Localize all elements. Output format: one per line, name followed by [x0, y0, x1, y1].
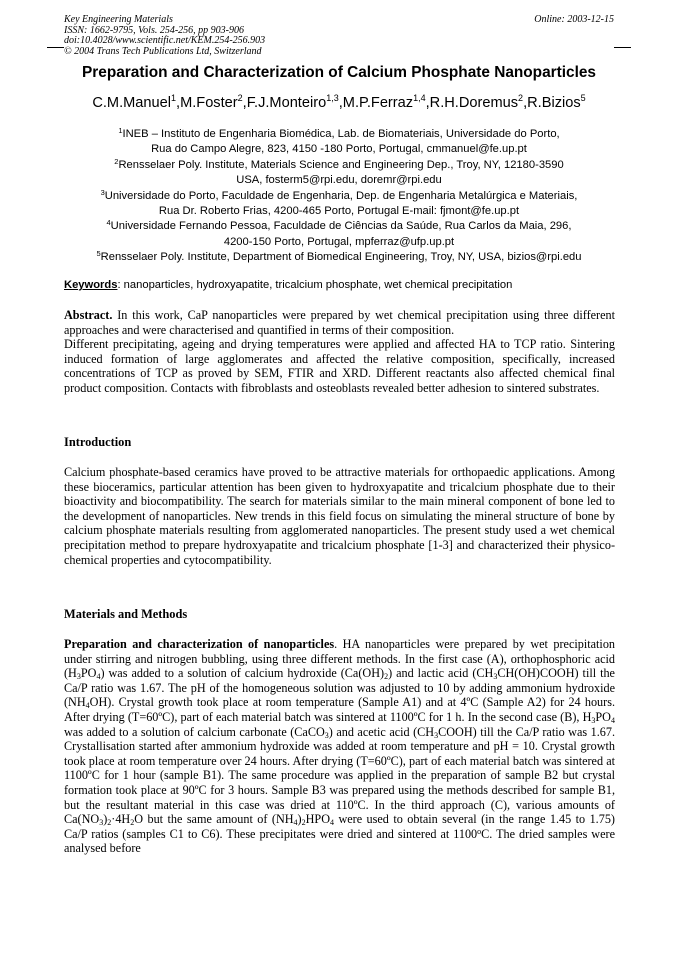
affiliation: $^1$INEB – Instituto de Engenharia Biomédica, Lab. de Biomateriais, Universidade do Porto, Rua do Campo Alegre, 823, 4150 -180 Porto, Portugal, cmmanuel@fe.up.pt — [118, 126, 560, 156]
affiliation-list — [56, 127, 622, 266]
affiliation: $^5$Rensselaer Poly. Institute, Department of Biomedical Engineering, Troy, NY, USA, bizios@rpi.edu — [96, 249, 582, 264]
author-affil-mark: 1,4 — [413, 93, 426, 103]
keywords: Keywords: nanoparticles, hydroxyapatite, tricalcium phosphate, wet chemical precipitation — [64, 279, 513, 291]
author-affil-mark: 1 — [170, 93, 176, 103]
copyright-line: © 2004 Trans Tech Publications Ltd, Switzerland — [64, 45, 262, 57]
issn-line: ISSN: 1662-9795, Vols. 254-256, pp 903-906 — [64, 24, 244, 36]
introduction-heading: Introduction — [64, 435, 132, 449]
author-name: C.M.Manuel — [92, 95, 171, 111]
author-affil-mark: 2 — [518, 93, 524, 103]
online-date: Online: 2003-12-15 — [534, 14, 614, 25]
author-name: R.H.Doremus — [429, 95, 519, 111]
affiliation: $^4$Universidade Fernando Pessoa, Faculdade de Ciências da Saúde, Rua Carlos da Maia, 296, 4200-150 Porto, Portugal, mpferraz@ufp.up.pt — [106, 218, 572, 248]
author-name: R.Bizios — [527, 95, 581, 111]
author-affil-mark: 1,3 — [326, 93, 339, 103]
header-rule-left — [47, 47, 64, 48]
keywords-text: nanoparticles, hydroxyapatite, tricalcium phosphate, wet chemical precipitation — [120, 279, 513, 291]
keywords-label: Keywords — [64, 279, 118, 291]
author-name: F.J.Monteiro — [246, 95, 327, 111]
author-name: M.Foster — [180, 95, 238, 111]
doi-line[interactable]: doi:10.4028/www.scientific.net/KEM.254-256.903 — [64, 35, 266, 47]
author-affil-mark: 2 — [237, 93, 243, 103]
paper-title: Preparation and Characterization of Calcium Phosphate Nanoparticles — [82, 64, 596, 81]
journal-name: Key Engineering Materials — [64, 14, 173, 25]
header-rule-right — [614, 47, 631, 48]
author-name: M.P.Ferraz — [342, 95, 414, 111]
author-affil-mark: 5 — [580, 93, 586, 103]
journal-header — [64, 15, 265, 57]
methods-subheading: Preparation and characterization of nanoparticles — [64, 637, 335, 651]
abstract-label: Abstract. — [64, 308, 113, 322]
methods-heading: Materials and Methods — [64, 607, 188, 621]
introduction-text: Calcium phosphate-based ceramics have proved to be attractive materials for orthopaedic applications. Among these bioceramics, particular attention has been given to hydroxyapatite and tricalcium phosphate due to their bioactivity and biocompatibility. The search for materials similar to the main mineral component of bone led to the development of nanoparticles. New trends in this field focus on simulating the mineral structure of bone by calcium phosphate materials resulting from agglomerated nanoparticles. The present study used a wet chemical precipitation method to prepare hydroxyapatite and tricalcium phosphate [1-3] and characterized their physico-chemical properties and cytocompatibility. — [64, 465, 615, 567]
abstract-p1: Abstract. In this work, CaP nanoparticles were prepared by wet chemical precipitation using three different approaches and were characterised and quantified in terms of their composition. — [64, 308, 615, 337]
methods-paragraph: Preparation and characterization of nanoparticles. HA nanoparticles were prepared by wet precipitation under stirring and nitrogen bubbling, using three different methods. In the first case (A), orthophosphoric acid $(H_3PO_4)$ was added to a solution of calcium hydroxide $(Ca(OH)_2)$ and lactic acid $(CH_3CH(OH)COOH)$ till the Ca/P ratio was 1.67. The pH of the homogeneous solution was adjusted to 10 by adding ammonium hydroxide $(NH_4OH)$. Crystal growth took place at room temperature (Sample A1) and at 4ºC (Sample A2) for 24 hours. After drying (T=60ºC), part of each material batch was sintered at 1100ºC for 1 h. In the second case (B), $H_3PO_4$ was added to a solution of calcium carbonate (CaCO$_3$) and acetic acid $(CH_3COOH)$ till the Ca/P ratio was 1.67. Crystallisation started after ammonium hydroxide was added at room temperature and pH = 10. Crystal growth took place at room temperature over 24 hours. After drying (T=60ºC), part of each material batch was sintered at 1100ºC for 1 hour (sample B1). The same procedure was applied in the preparation of sample B2 but crystal formation took place at 90ºC for 3 hours. Sample B3 was prepared using the methods described for sample B1, but the resultant material in this case was dried at 110ºC. In the third approach (C), various amounts of $Ca(NO_3)_2\cdot 4H_2O$ but the same amount of $(NH_4)_2HPO_4$ were used to obtain several (in the range 1.45 to 1.75) Ca/P ratios (samples C1 to C6). These precipitates were dried and sintered at 1100$^o$C. The dried samples were analysed before — [64, 637, 616, 856]
affiliation: $^2$Rensselaer Poly. Institute, Materials Science and Engineering Dep., Troy, NY, 12180-3590 USA, fosterm5@rpi.edu, doremr@rpi.edu — [114, 156, 564, 187]
author-list: C.M.Manuel$^1$,M.Foster$^2$,F.J.Monteiro$^{1,3}$,M.P.Ferraz$^{1,4}$,R.H.Doremus$^2$,R.Bizios$^5$ — [92, 93, 586, 111]
abstract — [64, 308, 615, 396]
affiliation: $^3$Universidade do Porto, Faculdade de Engenharia, Dep. de Engenharia Metalúrgica e Materiais, Rua Dr. Roberto Frias, 4200-465 Porto, Portugal E-mail: fjmont@fe.up.pt — [100, 187, 578, 218]
abstract-p2: Different precipitating, ageing and drying temperatures were applied and affected HA to TCP ratio. Sintering induced formation of large agglomerates and affected the relative composition, specifically, increased concentrations of TCP as proved by SEM, FTIR and XRD. Different reactants also affected chemical final product composition. Contacts with fibroblasts and osteoblasts revealed better adhesion to sintered substrates. — [64, 337, 615, 395]
